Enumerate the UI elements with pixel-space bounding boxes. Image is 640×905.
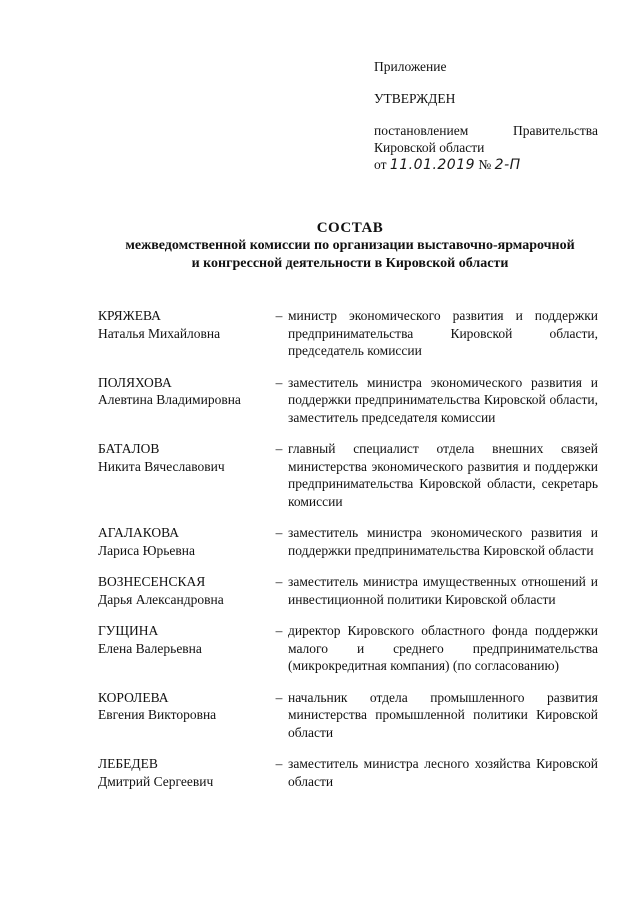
document-title: СОСТАВ: [316, 220, 384, 236]
document-subtitle-line-1: межведомственной комиссии по организации выставочно-ярмарочной: [125, 238, 575, 253]
member-dash: –: [275, 525, 283, 540]
member-surname: КРЯЖЕВА: [98, 308, 161, 323]
document-subtitle-line-2: и конгрессной деятельности в Кировской области: [191, 256, 509, 271]
approved-by-gov: Правительства: [513, 123, 598, 138]
member-role: директор Кировского областного фонда поддержки малого и среднего предпринимательства (микрокредитная компания) (по согласованию): [288, 623, 598, 673]
member-person: [98, 573, 270, 608]
member-role: заместитель министра имущественных отношений и инвестиционной политики Кировской области: [288, 574, 598, 607]
member-given-name: Алевтина Владимировна: [98, 392, 241, 407]
member-person: [98, 307, 270, 360]
member-role: главный специалист отдела внешних связей министерства экономического развития и поддержки предпринимательства Кировской области, секретарь комиссии: [288, 441, 598, 509]
member-given-name: Никита Вячеславович: [98, 458, 225, 474]
member-dash: –: [275, 441, 283, 456]
members-list: [98, 307, 598, 804]
member-surname: ПОЛЯХОВА: [98, 374, 172, 390]
member-person: [98, 374, 270, 427]
member-surname: ЛЕБЕДЕВ: [98, 756, 158, 771]
approved-by-word: постановлением: [374, 123, 469, 138]
member-dash: –: [275, 574, 283, 589]
approved-label: УТВЕРЖДЕН: [374, 91, 456, 106]
member-person: [98, 689, 270, 742]
document-heading: [60, 219, 640, 273]
number-sign: №: [478, 157, 492, 172]
member-surname: КОРОЛЕВА: [98, 689, 169, 705]
approval-date-line: [374, 156, 598, 174]
member-person: [98, 440, 270, 510]
member-dash: –: [275, 689, 283, 705]
member-given-name: Дмитрий Сергеевич: [98, 773, 214, 789]
member-person: [98, 524, 270, 559]
member-person: [98, 622, 270, 675]
member-surname: ГУЩИНА: [98, 623, 159, 638]
approved-region: Кировской области: [374, 140, 485, 155]
member-dash: –: [275, 623, 283, 638]
member-row: [98, 374, 598, 427]
member-row: [98, 755, 598, 790]
member-role: министр экономического развития и поддержки предпринимательства Кировской области, председатель комиссии: [288, 308, 598, 358]
member-dash: –: [275, 756, 283, 771]
date-prefix: от: [374, 157, 387, 172]
member-surname: БАТАЛОВ: [98, 441, 160, 456]
member-dash: –: [275, 374, 283, 390]
member-surname: ВОЗНЕСЕНСКАЯ: [98, 574, 206, 589]
member-row: [98, 307, 598, 360]
member-row: [98, 524, 598, 559]
member-row: [98, 622, 598, 675]
handwritten-number: 2-П: [494, 157, 521, 173]
member-role: начальник отдела промышленного развития министерства промышленной политики Кировской области: [288, 689, 598, 740]
member-given-name: Евгения Викторовна: [98, 707, 217, 722]
approval-block: [374, 58, 598, 174]
member-given-name: Елена Валерьевна: [98, 640, 202, 656]
member-row: [98, 573, 598, 608]
handwritten-date: 11.01.2019: [389, 157, 476, 173]
member-row: [98, 689, 598, 742]
appendix-label: Приложение: [374, 59, 447, 74]
member-given-name: Наталья Михайловна: [98, 325, 221, 341]
member-role: заместитель министра экономического развития и поддержки предпринимательства Кировской области: [288, 525, 598, 558]
member-role: заместитель министра экономического развития и поддержки предпринимательства Кировской области, заместитель председателя комиссии: [288, 374, 598, 425]
member-dash: –: [275, 308, 283, 323]
member-given-name: Лариса Юрьевна: [98, 542, 196, 558]
member-given-name: Дарья Александровна: [98, 591, 224, 607]
member-role: заместитель министра лесного хозяйства Кировской области: [288, 756, 598, 789]
member-person: [98, 755, 270, 790]
member-surname: АГАЛАКОВА: [98, 525, 180, 540]
approved-by-line: [374, 122, 598, 139]
member-row: [98, 440, 598, 510]
